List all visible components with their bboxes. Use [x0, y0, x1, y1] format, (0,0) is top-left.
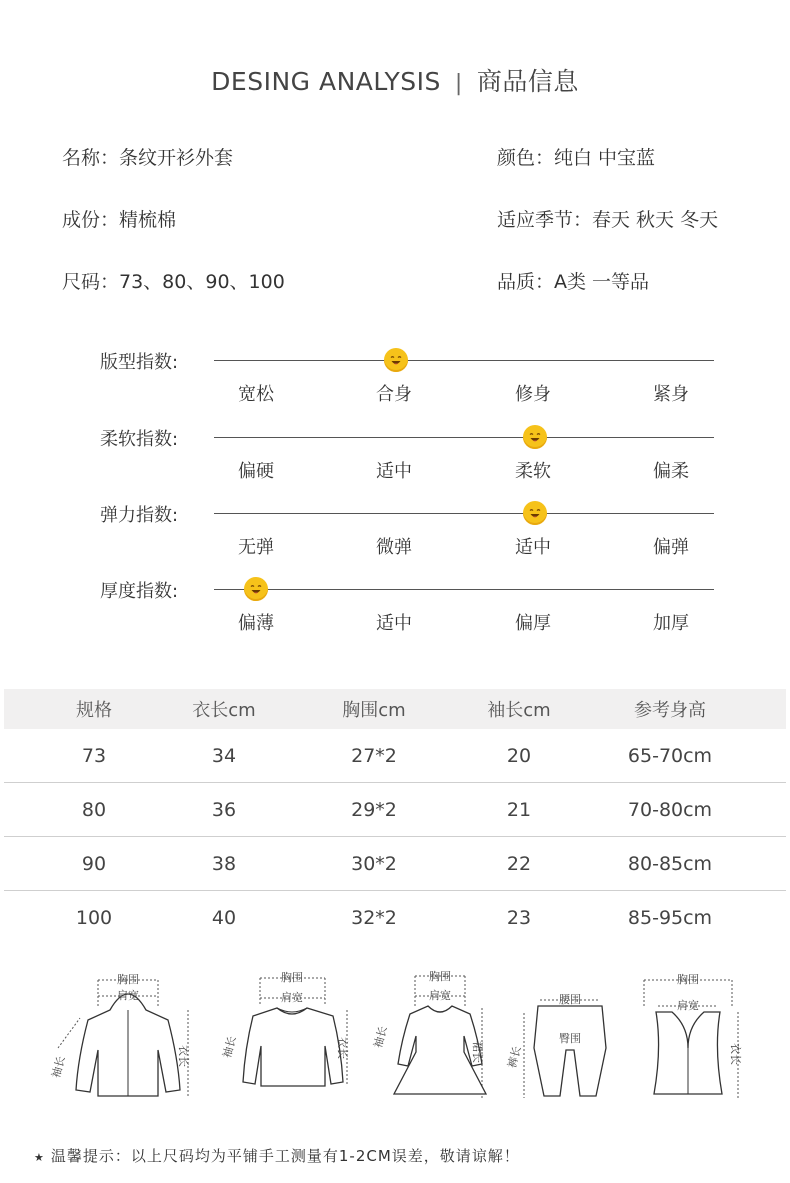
smiley-icon	[523, 501, 547, 525]
footer-tip	[34, 1145, 520, 1166]
cell-sleeve: 22	[506, 852, 532, 875]
index-option: 紧身	[653, 384, 689, 405]
info-material: 成份：精梳棉	[62, 209, 177, 231]
table-header	[4, 689, 786, 729]
index-option: 偏柔	[653, 461, 689, 482]
label-length: 衣长	[177, 1045, 190, 1067]
label-length: 衣长	[336, 1037, 349, 1059]
cell-length: 34	[211, 744, 237, 767]
star-icon: ★	[34, 1151, 45, 1164]
table-row	[4, 729, 786, 783]
header-size: 规格	[76, 700, 112, 721]
smiley-icon	[244, 577, 268, 601]
cell-chest: 32*2	[351, 907, 397, 929]
label-sleeve: 袖长	[371, 1024, 390, 1050]
label-sleeve: 袖长	[220, 1034, 239, 1060]
info-quality: 品质：A类 一等品	[497, 271, 650, 293]
hoodie-diagram	[40, 968, 190, 1108]
index-option: 加厚	[653, 613, 689, 634]
header-height: 参考身高	[634, 700, 706, 721]
cell-length: 40	[211, 907, 237, 929]
dress-diagram	[370, 968, 500, 1108]
label-shoulder: 肩宽	[677, 999, 699, 1012]
label-shoulder: 肩宽	[429, 989, 451, 1002]
label-sleeve: 袖长	[49, 1054, 68, 1080]
index-option: 宽松	[238, 384, 274, 405]
cell-height: 85-95cm	[627, 907, 713, 929]
header-sleeve: 袖长cm	[487, 700, 551, 721]
cell-sleeve: 20	[506, 744, 532, 767]
title-en: DESING ANALYSIS	[211, 67, 441, 96]
smiley-icon	[523, 425, 547, 449]
label-chest: 胸围	[117, 973, 139, 986]
cell-size: 100	[75, 907, 113, 929]
label-length: 衣长	[729, 1043, 742, 1065]
index-scale-line	[214, 589, 714, 590]
index-option: 柔软	[515, 461, 551, 482]
size-table	[4, 689, 786, 945]
label-pants-length: 裤长	[505, 1044, 524, 1070]
index-scale-line	[214, 360, 714, 361]
cell-sleeve: 23	[506, 907, 532, 929]
cell-size: 73	[81, 744, 107, 767]
label-hip: 臀围	[559, 1032, 581, 1045]
section-title	[0, 62, 790, 98]
cell-sleeve: 21	[506, 798, 532, 821]
cell-chest: 27*2	[351, 744, 397, 767]
label-chest: 胸围	[429, 970, 451, 983]
label-shoulder: 肩宽	[281, 991, 303, 1004]
index-option: 偏薄	[238, 613, 274, 634]
cell-height: 80-85cm	[627, 852, 713, 875]
index-option: 修身	[515, 384, 551, 405]
cell-chest: 29*2	[351, 798, 397, 821]
label-chest: 胸围	[281, 971, 303, 984]
index-scale-line	[214, 437, 714, 438]
table-row	[4, 783, 786, 837]
info-size: 尺码：73、80、90、100	[62, 271, 285, 293]
vest-diagram	[636, 968, 746, 1108]
title-separator: |	[454, 71, 463, 96]
cell-size: 80	[81, 798, 107, 821]
cell-length: 36	[211, 798, 237, 821]
index-option: 偏硬	[238, 461, 274, 482]
index-option: 合身	[376, 384, 412, 405]
index-scale-line	[214, 513, 714, 514]
label-skirt-length: 裙长	[471, 1041, 484, 1063]
index-label: 版型指数:	[100, 352, 179, 373]
index-option: 微弹	[376, 537, 412, 558]
index-option: 适中	[376, 613, 412, 634]
label-shoulder: 肩宽	[117, 989, 139, 1002]
label-waist: 腰围	[559, 993, 581, 1006]
info-name: 名称：条纹开衫外套	[62, 147, 234, 169]
sweatshirt-diagram	[215, 968, 365, 1108]
title-cn: 商品信息	[476, 67, 579, 96]
label-chest: 胸围	[677, 973, 699, 986]
cell-height: 65-70cm	[627, 744, 713, 767]
index-option: 偏弹	[653, 537, 689, 558]
table-row	[4, 891, 786, 945]
index-label: 柔软指数:	[100, 429, 179, 450]
cell-size: 90	[81, 852, 107, 875]
smiley-icon	[384, 348, 408, 372]
header-chest: 胸围cm	[342, 700, 406, 721]
info-color: 颜色：纯白 中宝蓝	[497, 147, 656, 169]
cell-height: 70-80cm	[627, 798, 713, 821]
index-option: 适中	[376, 461, 412, 482]
index-label: 弹力指数:	[100, 505, 179, 526]
index-option: 无弹	[238, 537, 274, 558]
pants-diagram	[505, 968, 620, 1108]
index-option: 适中	[515, 537, 551, 558]
table-row	[4, 837, 786, 891]
header-length: 衣长cm	[192, 700, 256, 721]
index-label: 厚度指数:	[100, 581, 179, 602]
cell-length: 38	[211, 852, 237, 875]
cell-chest: 30*2	[351, 852, 397, 875]
info-season: 适应季节：春天 秋天 冬天	[497, 209, 719, 231]
index-option: 偏厚	[515, 613, 551, 634]
footer-text: 温馨提示：以上尺码均为平铺手工测量有1-2CM误差，敬请谅解！	[50, 1147, 520, 1165]
